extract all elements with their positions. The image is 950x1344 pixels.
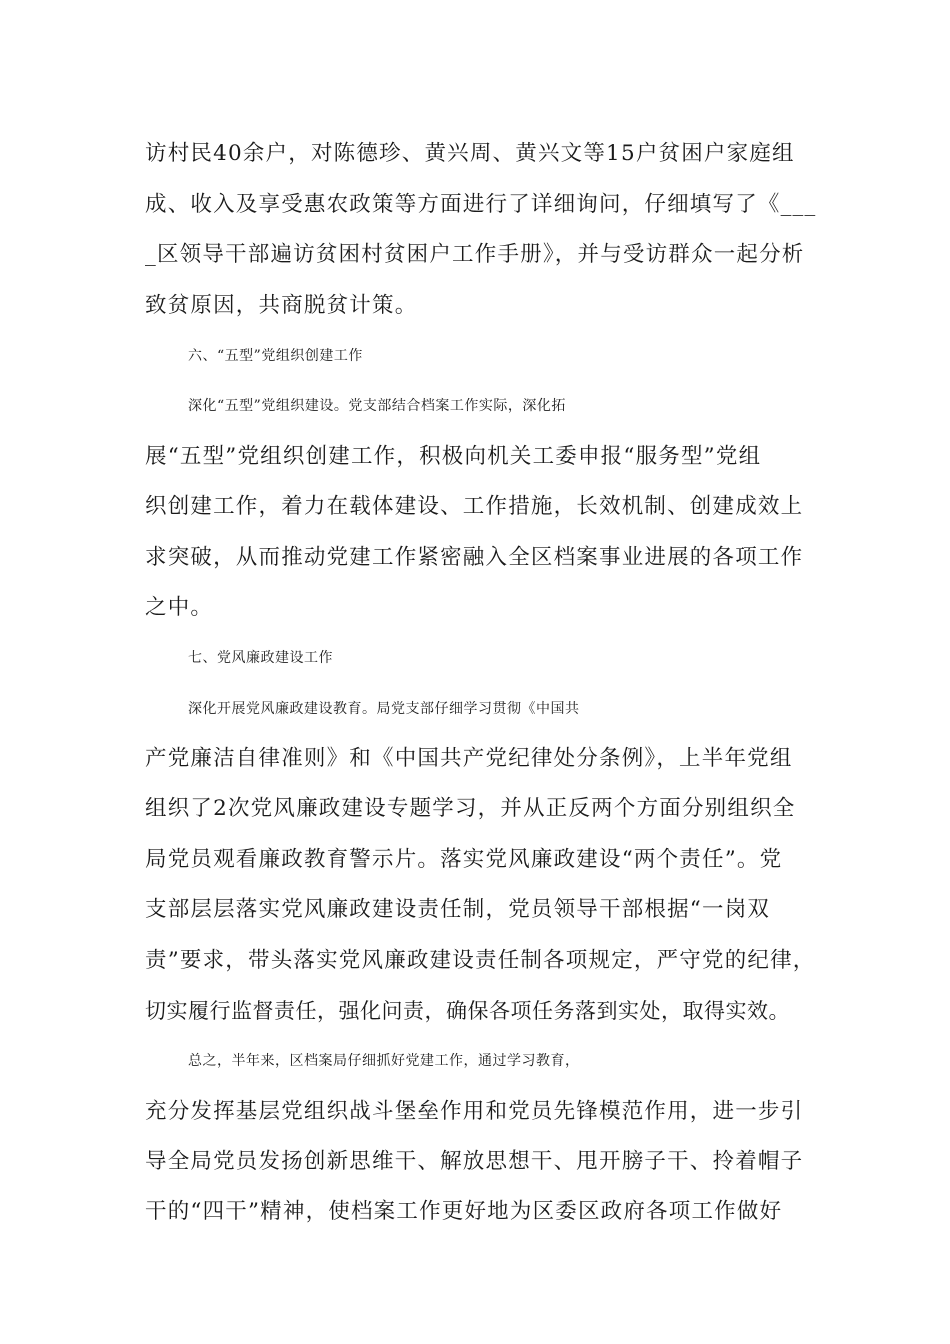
section-heading: 六、“五型”党组织创建工作 bbox=[188, 348, 363, 364]
text-line: 致贫原因，共商脱贫计策。 bbox=[145, 293, 418, 318]
text-line: 干的“四干”精神，使档案工作更好地为区委区政府各项工作做好 bbox=[145, 1199, 783, 1224]
section-heading: 七、党风廉政建设工作 bbox=[188, 650, 333, 666]
text-line: 深化“五型”党组织建设。党支部结合档案工作实际，深化拓 bbox=[188, 398, 566, 414]
text-line: 局党员观看廉政教育警示片。落实党风廉政建设“两个责任”。党 bbox=[145, 847, 783, 872]
text-line: _区领导干部遍访贫困村贫困户工作手册》，并与受访群众一起分析 bbox=[145, 242, 805, 267]
text-line: 组织了2次党风廉政建设专题学习，并从正反两个方面分别组织全 bbox=[145, 796, 796, 821]
text-line: 深化开展党风廉政建设教育。局党支部仔细学习贯彻《中国共 bbox=[188, 701, 580, 717]
text-line: 支部层层落实党风廉政建设责任制，党员领导干部根据“一岗双 bbox=[145, 897, 771, 922]
text-line: 求突破，从而推动党建工作紧密融入全区档案事业进展的各项工作 bbox=[145, 545, 804, 570]
text-line: 产党廉洁自律准则》和《中国共产党纪律处分条例》，上半年党组 bbox=[145, 746, 793, 771]
text-line: 之中。 bbox=[145, 595, 214, 620]
text-line: 切实履行监督责任，强化问责，确保各项任务落到实处，取得实效。 bbox=[145, 999, 790, 1023]
text-line: 展“五型”党组织创建工作，积极向机关工委申报“服务型”党组 bbox=[145, 444, 762, 469]
text-line: 责”要求，带头落实党风廉政建设责任制各项规定，严守党的纪律， bbox=[145, 948, 816, 973]
text-line: 导全局党员发扬创新思维干、解放思想干、甩开膀子干、拎着帽子 bbox=[145, 1149, 804, 1174]
text-line: 织创建工作，着力在载体建设、工作措施，长效机制、创建成效上 bbox=[145, 494, 804, 519]
text-line: 访村民40余户，对陈德珍、黄兴周、黄兴文等15户贫困户家庭组 bbox=[145, 141, 795, 166]
text-line: 充分发挥基层党组织战斗堡垒作用和党员先锋模范作用，进一步引 bbox=[145, 1099, 804, 1124]
text-line: 成、收入及享受惠农政策等方面进行了详细询问，仔细填写了《___ bbox=[145, 192, 817, 217]
text-line: 总之，半年来，区档案局仔细抓好党建工作，通过学习教育， bbox=[188, 1053, 580, 1069]
